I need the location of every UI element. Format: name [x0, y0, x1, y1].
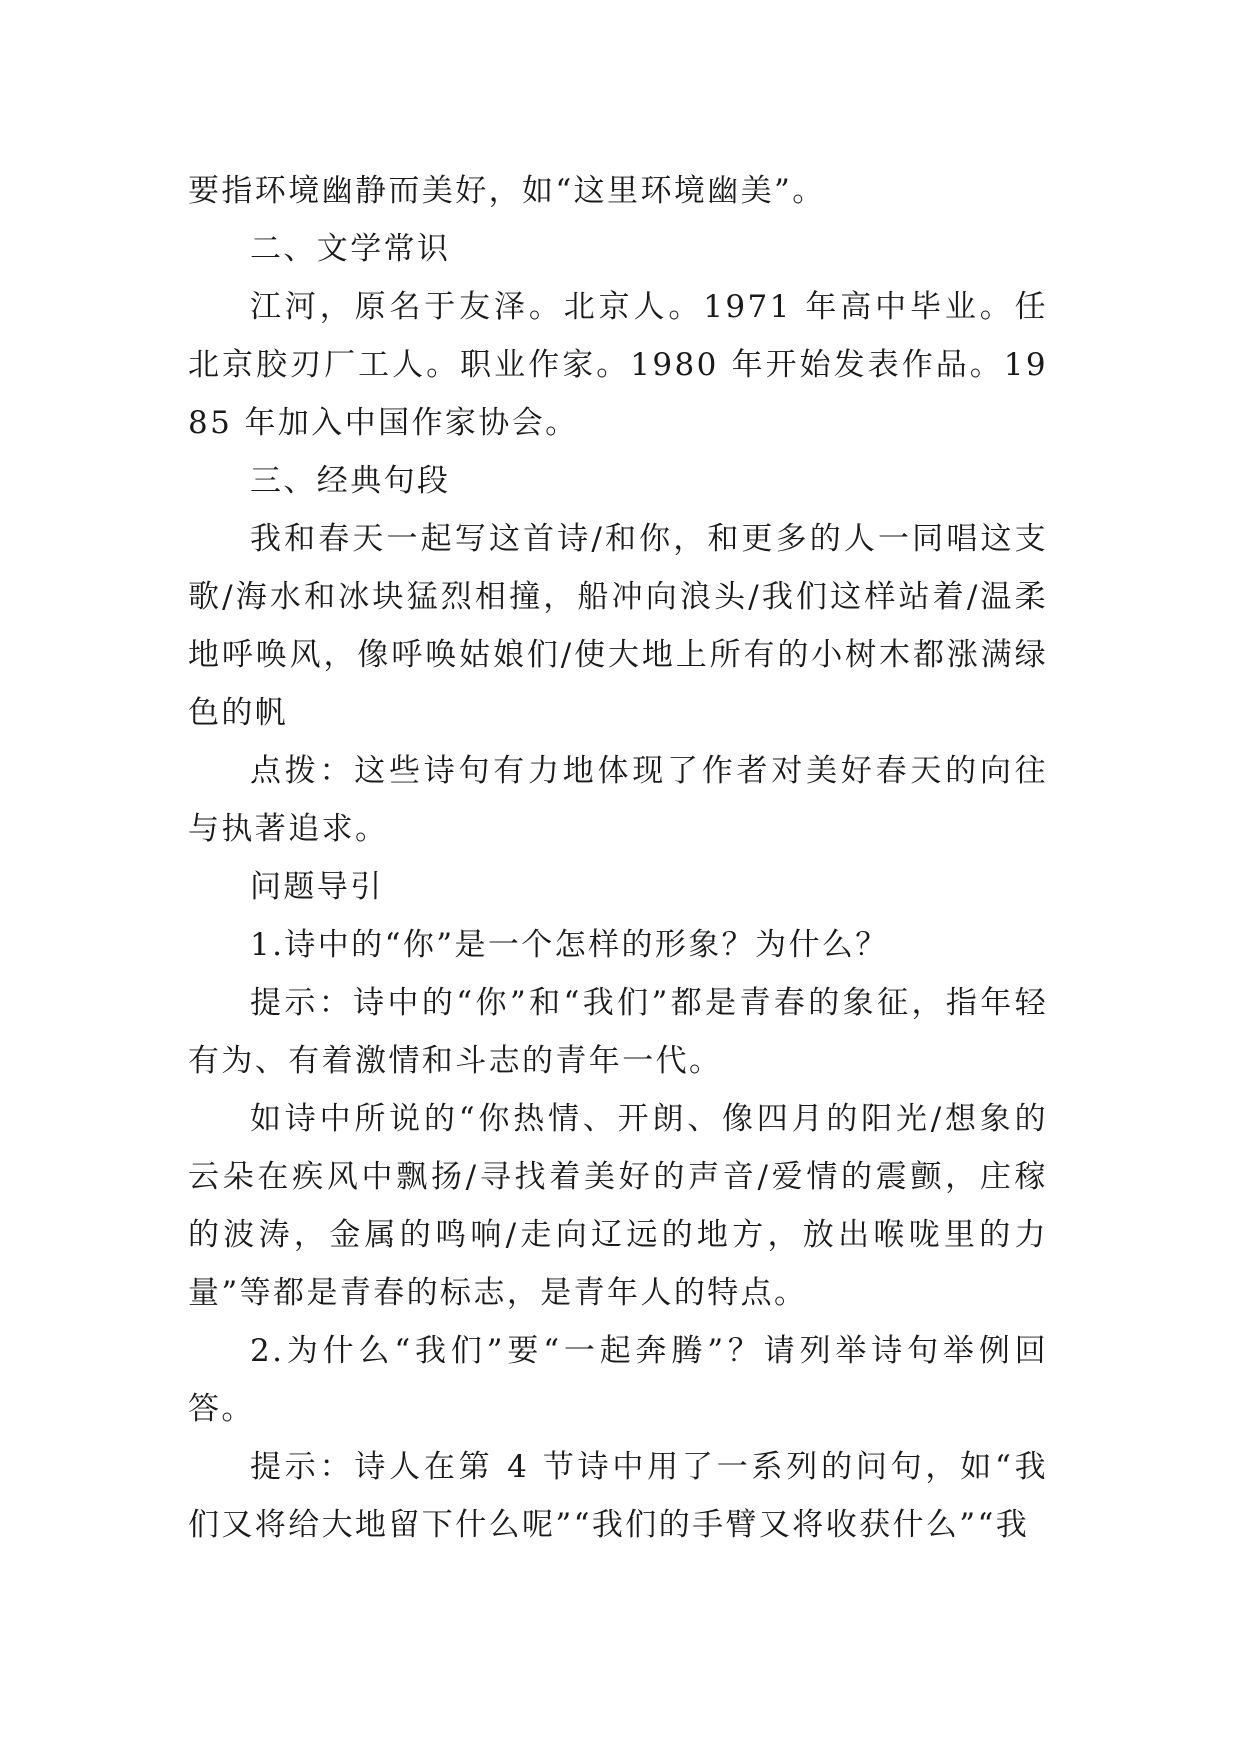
paragraph-poem-excerpt: 我和春天一起写这首诗/和你，和更多的人一同唱这支歌/海水和冰块猛烈相撞，船冲向浪头/我们这样站着/温柔地呼唤风，像呼唤姑娘们/使大地上所有的小树木都涨满绿色的帆 — [188, 521, 1048, 731]
paragraph-explanation: 如诗中所说的“你热情、开朗、像四月的阳光/想象的云朵在疾风中飘扬/寻找着美好的声音/爱情的震颤，庄稼的波涛，金属的鸣响/走向辽远的地方，放出喉咙里的力量”等都是青春的标志，是青年人的特点。 — [188, 1101, 1048, 1311]
heading-question-guide: 问题导引 — [250, 869, 384, 905]
hint-1: 提示：诗中的“你”和“我们”都是青春的象征，指年轻有为、有着激情和斗志的青年一代。 — [188, 985, 1048, 1079]
paragraph-author-bio: 江河，原名于友泽。北京人。1971 年高中毕业。任北京胶刃厂工人。职业作家。1980 年开始发表作品。1985 年加入中国作家协会。 — [188, 289, 1048, 441]
heading-classic-passages: 三、经典句段 — [250, 463, 451, 499]
document-body — [188, 162, 1048, 1554]
paragraph-comment: 点拨：这些诗句有力地体现了作者对美好春天的向往与执著追求。 — [188, 753, 1048, 847]
question-1: 1.诗中的“你”是一个怎样的形象？为什么？ — [250, 927, 889, 963]
question-2: 2.为什么“我们”要“一起奔腾”？请列举诗句举例回答。 — [188, 1333, 1048, 1427]
heading-literary-knowledge: 二、文学常识 — [250, 231, 451, 267]
paragraph-intro: 要指环境幽静而美好，如“这里环境幽美”。 — [188, 173, 826, 209]
hint-2: 提示：诗人在第 4 节诗中用了一系列的问句，如“我们又将给大地留下什么呢”“我们的手臂又将收获什么”“我 — [188, 1449, 1048, 1543]
